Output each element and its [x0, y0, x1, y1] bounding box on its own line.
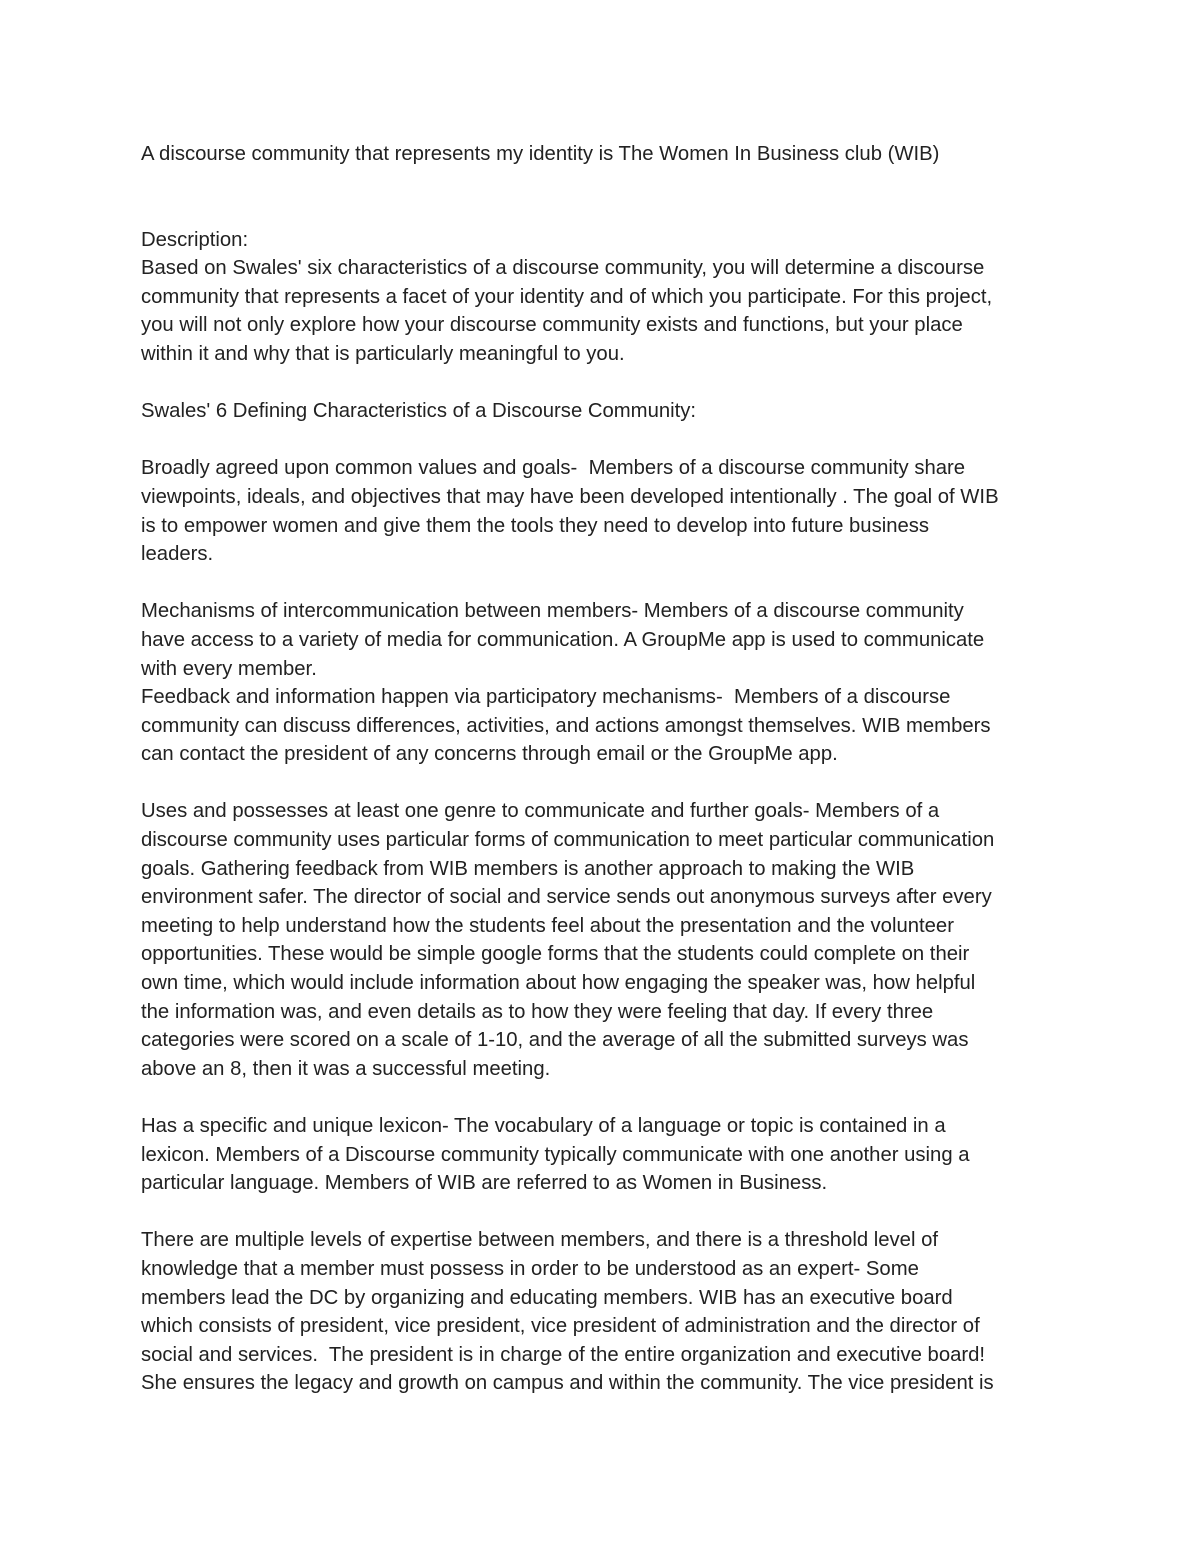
paragraph-line: you will not only explore how your discourse community exists and functions, but your place [141, 314, 963, 337]
spacer [141, 1198, 1060, 1227]
spacer [141, 769, 1060, 798]
description-paragraph [141, 254, 1060, 368]
paragraph-line: within it and why that is particularly meaningful to you. [141, 342, 625, 365]
paragraph-line: discourse community uses particular forms of communication to meet particular communication [141, 829, 995, 852]
paragraph-line: community can discuss differences, activities, and actions amongst themselves. WIB members [141, 714, 991, 737]
paragraph-line: can contact the president of any concerns through email or the GroupMe app. [141, 743, 838, 766]
paragraph-line: She ensures the legacy and growth on campus and within the community. The vice president is [141, 1372, 994, 1395]
spacer [141, 169, 1060, 226]
paragraph-line: community that represents a facet of your identity and of which you participate. For this project, [141, 285, 993, 308]
paragraph-line: is to empower women and give them the tools they need to develop into future business [141, 514, 930, 537]
paragraph-line: Broadly agreed upon common values and goals- Members of a discourse community share [141, 457, 966, 480]
paragraph-line: viewpoints, ideals, and objectives that may have been developed intentionally . The goal of WIB [141, 485, 999, 508]
paragraph-line: Based on Swales' six characteristics of a discourse community, you will determine a discourse [141, 257, 985, 280]
paragraph-line: lexicon. Members of a Discourse community typically communicate with one another using a [141, 1143, 970, 1166]
paragraph-line: Mechanisms of intercommunication between members- Members of a discourse community [141, 600, 964, 623]
paragraph-line: with every member. [141, 657, 317, 680]
paragraph-line: above an 8, then it was a successful meeting. [141, 1057, 551, 1080]
paragraph-line: particular language. Members of WIB are referred to as Women in Business. [141, 1172, 828, 1195]
paragraph-line: the information was, and even details as to how they were feeling that day. If every three [141, 1000, 934, 1023]
spacer [141, 1083, 1060, 1112]
lexicon-paragraph [141, 1112, 1060, 1198]
paragraph-line: There are multiple levels of expertise between members, and there is a threshold level of [141, 1229, 939, 1252]
paragraph-line: own time, which would include information about how engaging the speaker was, how helpful [141, 972, 976, 995]
paragraph-line: categories were scored on a scale of 1-10, and the average of all the submitted surveys was [141, 1029, 969, 1052]
spacer [141, 426, 1060, 455]
document-title: A discourse community that represents my identity is The Women In Business club (WIB) [141, 143, 940, 165]
paragraph-line: leaders. [141, 543, 214, 566]
description-label: Description: [141, 228, 249, 251]
goals-paragraph [141, 454, 1060, 568]
paragraph-line: opportunities. These would be simple google forms that the students could complete on their [141, 943, 970, 966]
expertise-paragraph [141, 1226, 1060, 1398]
mechanisms-paragraph [141, 597, 1060, 769]
paragraph-line: Feedback and information happen via participatory mechanisms- Members of a discourse [141, 686, 951, 709]
paragraph-line: Has a specific and unique lexicon- The vocabulary of a language or topic is contained in a [141, 1115, 946, 1137]
characteristics-heading: Swales' 6 Defining Characteristics of a Discourse Community: [141, 400, 697, 423]
paragraph-line: Uses and possesses at least one genre to communicate and further goals- Members of a [141, 800, 940, 823]
paragraph-line: goals. Gathering feedback from WIB members is another approach to making the WIB [141, 857, 915, 880]
paragraph-line: have access to a variety of media for communication. A GroupMe app is used to communicate [141, 628, 985, 651]
paragraph-line: social and services. The president is in charge of the entire organization and executive board! [141, 1343, 986, 1366]
paragraph-line: members lead the DC by organizing and educating members. WIB has an executive board [141, 1286, 953, 1309]
paragraph-line: which consists of president, vice president, vice president of administration and the director of [141, 1315, 980, 1338]
paragraph-line: knowledge that a member must possess in order to be understood as an expert- Some [141, 1257, 919, 1280]
paragraph-line: meeting to help understand how the students feel about the presentation and the volunteer [141, 914, 954, 937]
paragraph-line: environment safer. The director of social and service sends out anonymous surveys after every [141, 886, 992, 909]
spacer [141, 569, 1060, 598]
genre-paragraph [141, 797, 1060, 1083]
spacer [141, 369, 1060, 398]
